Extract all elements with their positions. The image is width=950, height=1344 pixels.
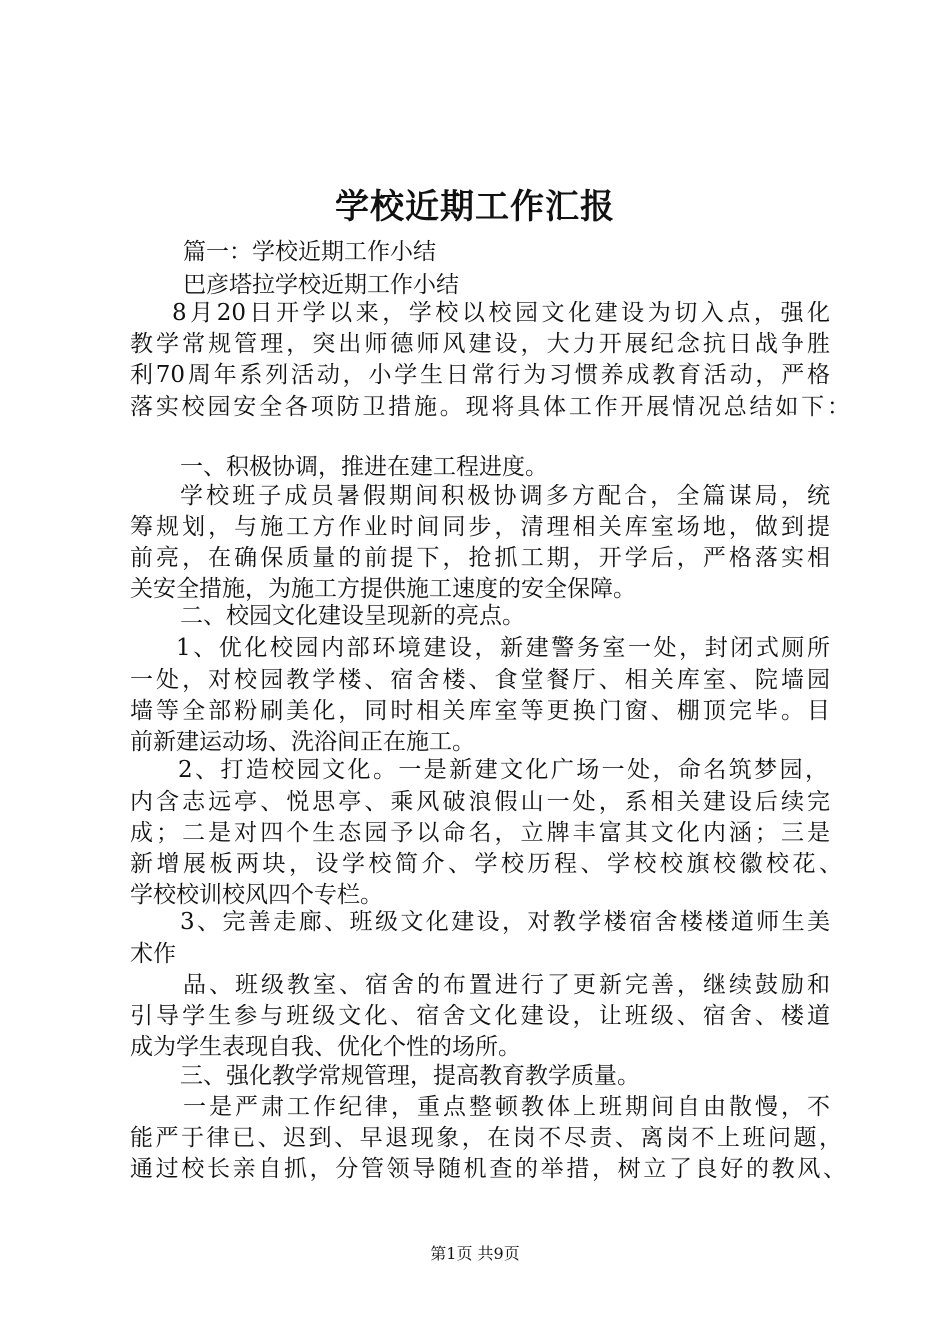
- paragraph-line: 术作: [130, 941, 176, 967]
- paragraph-line: 1、优化校园内部环境建设，新建警务室一处，封闭式厕所: [176, 635, 830, 661]
- paragraph-line: 8月20日开学以来，学校以校园文化建设为切入点，强化: [172, 300, 830, 326]
- section-heading: 三、强化教学常规管理，提高教育教学质量。: [180, 1063, 640, 1089]
- paragraph-line: 引导学生参与班级文化、宿舍文化建设，让班级、宿舍、楼道: [130, 1003, 830, 1029]
- paragraph-line: 教学常规管理，突出师德师风建设，大力开展纪念抗日战争胜: [130, 331, 830, 357]
- paragraph-line: 内含志远亭、悦思亭、乘风破浪假山一处，系相关建设后续完: [130, 789, 830, 815]
- paragraph-line: 学校班子成员暑假期间积极协调多方配合，全篇谋局，统: [180, 483, 830, 509]
- paragraph-line: 墙等全部粉刷美化，同时相关库室等更换门窗、棚顶完毕。目: [130, 698, 830, 724]
- paragraph-line: 3、完善走廊、班级文化建设，对教学楼宿舍楼楼道师生美: [180, 909, 830, 935]
- paragraph-line: 2、打造校园文化。一是新建文化广场一处，命名筑梦园，: [178, 757, 828, 783]
- section-heading: 一、积极协调，推进在建工程进度。: [180, 454, 548, 480]
- paragraph-line: 关安全措施，为施工方提供施工速度的安全保障。: [130, 576, 636, 602]
- paragraph-line: 通过校长亲自抓，分管领导随机查的举措，树立了良好的教风、: [130, 1156, 846, 1182]
- paragraph-line: 一处，对校园教学楼、宿舍楼、食堂餐厅、相关库室、院墙园: [130, 667, 830, 693]
- paragraph-line: 成为学生表现自我、优化个性的场所。: [130, 1034, 521, 1060]
- paragraph-line: 筹规划，与施工方作业时间同步，清理相关库室场地，做到提: [130, 514, 830, 540]
- paragraph-line: 新增展板两块，设学校简介、学校历程、学校校旗校徽校花、: [130, 851, 842, 877]
- paragraph-line: 落实校园安全各项防卫措施。现将具体工作开展情况总结如下：: [130, 394, 850, 420]
- paragraph-line: 品、班级教室、宿舍的布置进行了更新完善，继续鼓励和: [183, 972, 830, 998]
- paragraph-line: 一是严肃工作纪律，重点整顿教体上班期间自由散慢，不: [183, 1094, 830, 1120]
- paragraph-line: 前新建运动场、洗浴间正在施工。: [130, 729, 475, 755]
- subtitle-line: 篇一：学校近期工作小结: [183, 239, 436, 265]
- page-footer: 第1页 共9页: [430, 1244, 520, 1263]
- section-heading: 二、校园文化建设呈现新的亮点。: [180, 603, 525, 629]
- paragraph-line: 利70周年系列活动，小学生日常行为习惯养成教育活动，严格: [130, 362, 830, 388]
- page-title: 学校近期工作汇报: [335, 187, 615, 227]
- paragraph-line: 能严于律已、迟到、早退现象，在岗不尽责、离岗不上班问题，: [130, 1125, 842, 1151]
- subtitle-line: 巴彦塔拉学校近期工作小结: [183, 272, 459, 298]
- paragraph-line: 前亮，在确保质量的前提下，抢抓工期，开学后，严格落实相: [130, 545, 830, 571]
- paragraph-line: 学校校训校风四个专栏。: [130, 882, 383, 908]
- paragraph-line: 成；二是对四个生态园予以命名，立牌丰富其文化内涵；三是: [130, 820, 830, 846]
